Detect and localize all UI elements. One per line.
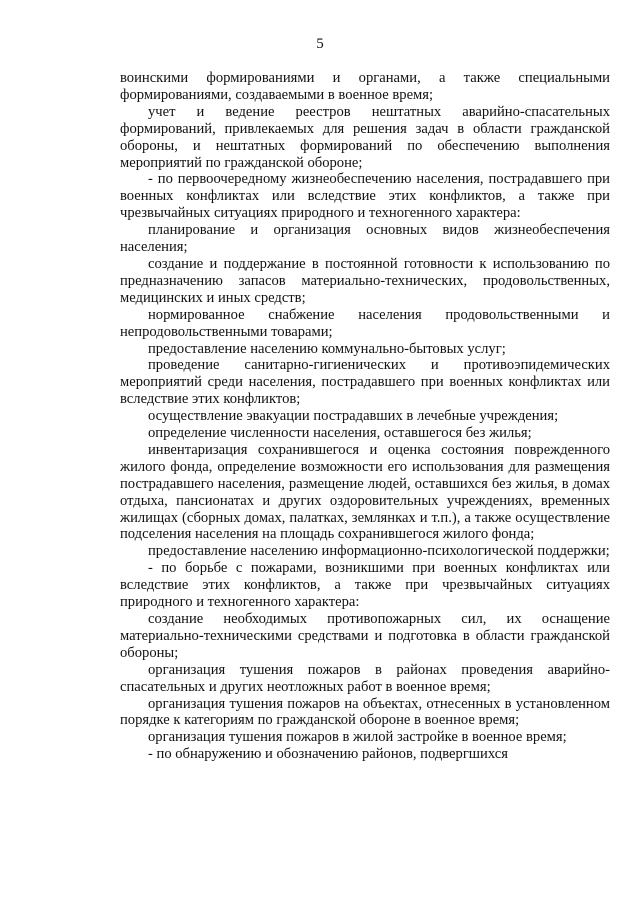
paragraph: инвентаризация сохранившегося и оценка состояния поврежденного жилого фонда, определение возможности его использования для размещения пострадавшего населения, размещение людей, оставшихся без жилья, в домах отдыха, пансионатах и других оздоровительных учреждениях, временных жилищах (сборных домах, палатках, землянках и т.п.), а также осуществление подселения населения на площадь сохранившегося жилого фонда; bbox=[120, 441, 610, 543]
paragraph: нормированное снабжение населения продовольственными и непродовольственными товарами; bbox=[120, 306, 610, 340]
paragraph-continuation: воинскими формированиями и органами, а также специальными формированиями, создаваемыми в военное время; bbox=[120, 70, 610, 103]
paragraph: осуществление эвакуации пострадавших в лечебные учреждения; bbox=[148, 408, 559, 425]
document-body bbox=[120, 70, 610, 763]
paragraph: организация тушения пожаров в районах проведения аварийно-спасательных и других неотложных работ в военное время; bbox=[120, 661, 610, 695]
paragraph: предоставление населению информационно-психологической поддержки; bbox=[148, 543, 610, 560]
paragraph: создание и поддержание в постоянной готовности к использованию по предназначению запасов материально-технических, продовольственных, медицинских и иных средств; bbox=[120, 255, 610, 306]
paragraph-list-heading: - по обнаружению и обозначению районов, подвергшихся bbox=[148, 746, 508, 763]
paragraph: определение численности населения, оставшегося без жилья; bbox=[148, 425, 532, 442]
paragraph: планирование и организация основных видов жизнеобеспечения населения; bbox=[120, 222, 610, 256]
paragraph: учет и ведение реестров нештатных аварийно-спасательных формирований, привлекаемых для решения задач в области гражданской обороны, и нештатных формирований по обеспечению выполнения мероприятий по гражданской обороне; bbox=[120, 103, 610, 171]
paragraph-list-heading: - по борьбе с пожарами, возникшими при военных конфликтах или вследствие этих конфликтов, а также при чрезвычайных ситуациях природного и техногенного характера: bbox=[120, 560, 610, 611]
paragraph: организация тушения пожаров на объектах, отнесенных в установленном порядке к категориям по гражданской обороне в военное время; bbox=[120, 695, 610, 729]
paragraph: организация тушения пожаров в жилой застройке в военное время; bbox=[148, 729, 567, 746]
page-number: 5 bbox=[316, 36, 324, 52]
paragraph-list-heading: - по первоочередному жизнеобеспечению населения, пострадавшего при военных конфликтах или вследствие этих конфликтов, а также при чрезвычайных ситуациях природного и техногенного характера: bbox=[120, 171, 610, 222]
paragraph: предоставление населению коммунально-бытовых услуг; bbox=[148, 340, 506, 357]
paragraph: создание необходимых противопожарных сил, их оснащение материально-техническими средствами и подготовка в области гражданской обороны; bbox=[120, 611, 610, 661]
paragraph: проведение санитарно-гигиенических и противоэпидемических мероприятий среди населения, пострадавшего при военных конфликтах или вследствие этих конфликтов; bbox=[120, 357, 610, 408]
